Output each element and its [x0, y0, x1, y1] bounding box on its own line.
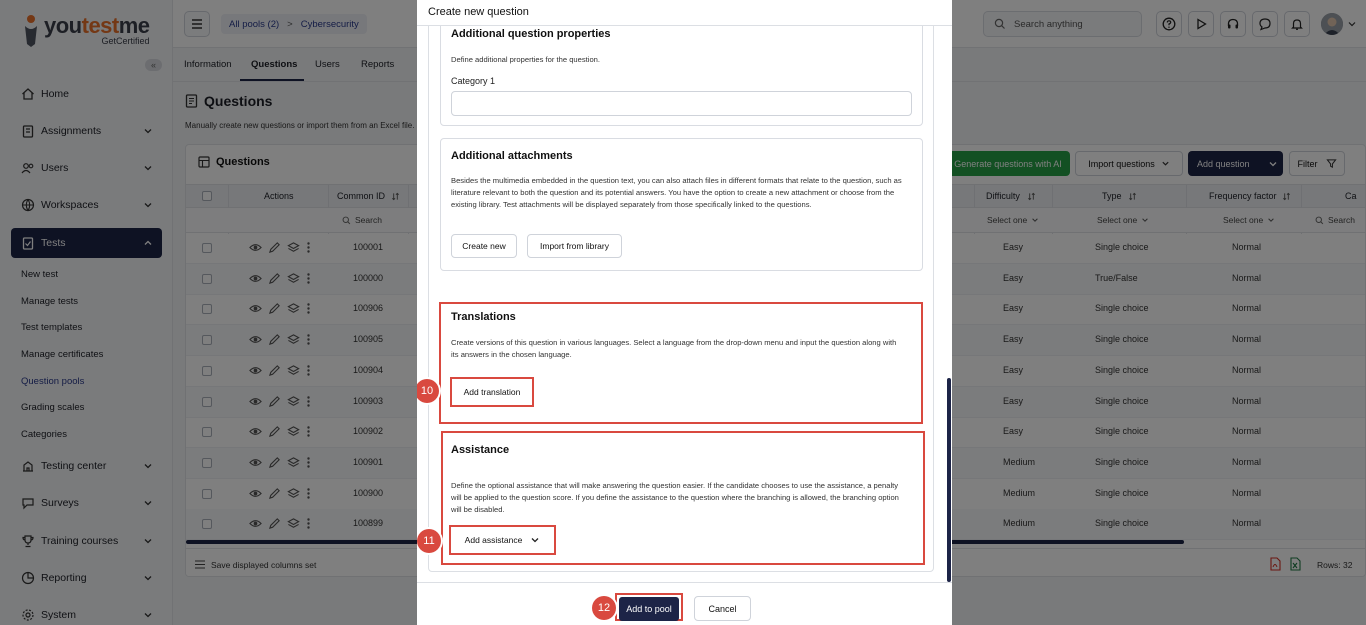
chevron-down-icon	[530, 535, 540, 545]
additional-properties-section	[440, 26, 923, 126]
vertical-scrollbar-thumb[interactable]	[947, 378, 951, 582]
assistance-title: Assistance	[451, 444, 510, 456]
create-attachment-button[interactable]: Create new	[451, 234, 517, 258]
additional-attachments-section	[440, 138, 923, 271]
assistance-description: Define the optional assistance that will make answering the question easier. If the candidate chooses to use the assistance, a penalty will be applied to the question score. If you define the assistance to the question where the branching is allowed, the branching option will be disabled.	[451, 481, 899, 514]
question-form-card	[428, 26, 934, 572]
section-title: Additional question properties	[451, 28, 611, 40]
import-from-library-button[interactable]: Import from library	[527, 234, 622, 258]
add-to-pool-button[interactable]: Add to pool	[619, 597, 679, 621]
add-translation-button[interactable]: Add translation	[453, 380, 531, 404]
dialog-footer	[417, 582, 952, 625]
dialog-body	[417, 26, 952, 582]
step-badge-10: 10	[417, 379, 439, 403]
create-question-dialog	[417, 0, 952, 625]
cancel-button[interactable]: Cancel	[694, 596, 751, 621]
translations-title: Translations	[451, 311, 516, 323]
step-badge-11: 11	[417, 529, 441, 553]
section-title: Additional attachments	[451, 150, 573, 162]
dialog-title: Create new question	[417, 0, 952, 26]
step-badge-12: 12	[592, 596, 616, 620]
section-description: Besides the multimedia embedded in the question text, you can also attach files in different formats that relate to the question, such as literature relevant to both the question and its potential answers. You have the option to create a new attachment or choose from the existing library. Test attachments will be displayed separately from those specifically linked to the questions.	[451, 176, 902, 209]
category-label: Category 1	[451, 76, 496, 86]
add-assistance-button[interactable]: Add assistance	[452, 528, 553, 552]
category-input[interactable]	[451, 91, 912, 116]
translations-description: Create versions of this question in various languages. Select a language from the drop-down menu and input the question along with its answers in the chosen language.	[451, 338, 897, 359]
section-description: Define additional properties for the question.	[451, 55, 601, 64]
